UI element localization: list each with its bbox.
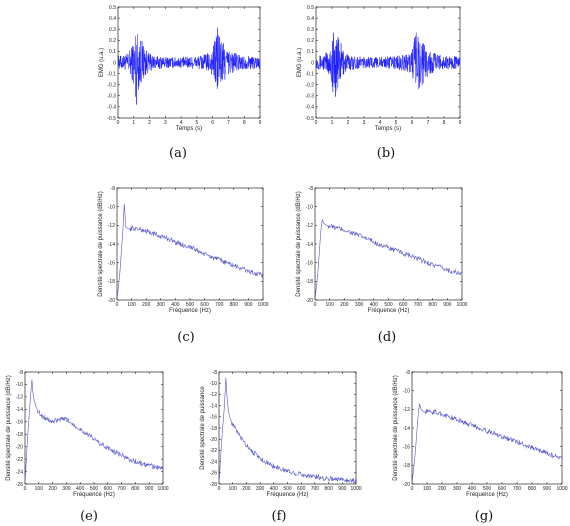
psd-point	[260, 458, 261, 459]
y-tick-label: -10	[209, 381, 217, 387]
y-tick-label: -14	[107, 241, 115, 248]
x-tick-label: 500	[482, 486, 492, 492]
psd-point	[366, 238, 367, 239]
y-tick-label: -16	[15, 419, 23, 426]
psd-point	[315, 476, 316, 477]
psd-point	[532, 447, 533, 448]
y-tick-label: -12	[107, 223, 115, 230]
psd-point	[418, 259, 419, 260]
y-tick-label: 0.4	[109, 15, 116, 22]
psd-point	[139, 229, 140, 230]
x-tick-label: 200	[437, 486, 447, 492]
y-tick-label: -12	[305, 223, 313, 230]
x-tick-label: 7	[426, 120, 430, 126]
x-axis-label: Fréquence (Hz)	[466, 492, 508, 498]
psd-point	[108, 448, 109, 449]
psd-point	[421, 409, 422, 410]
psd-point	[322, 219, 323, 220]
x-tick-label: 200	[242, 486, 251, 492]
x-axis-label: Temps (s)	[374, 126, 402, 132]
y-tick-label: -16	[402, 444, 410, 451]
psd-point	[221, 439, 222, 440]
psd-point	[234, 265, 235, 266]
psd-point	[248, 271, 249, 272]
psd-point	[161, 236, 162, 237]
psd-point	[230, 418, 231, 419]
psd-point	[318, 272, 319, 273]
y-tick-label: -12	[209, 392, 217, 399]
y-tick-label: -0.4	[305, 104, 314, 111]
psd-point	[239, 436, 240, 437]
x-tick-label: 200	[142, 302, 151, 308]
y-tick-label: -14	[209, 403, 217, 410]
psd-point	[25, 484, 26, 485]
psd-point	[190, 247, 191, 248]
psd-point	[479, 428, 480, 429]
y-tick-label: 0	[311, 60, 314, 67]
psd-point	[447, 270, 448, 271]
x-tick-label: 2	[346, 120, 350, 126]
x-axis-label: Fréquence (Hz)	[367, 308, 410, 314]
psd-point	[381, 245, 382, 246]
y-tick-label: -18	[402, 463, 410, 470]
x-axis-label: Temps (s)	[175, 126, 203, 132]
y-tick-label: -28	[209, 481, 217, 488]
x-tick-label: 400	[369, 302, 378, 308]
plot-frame	[117, 188, 263, 300]
psd-point	[30, 397, 31, 398]
y-tick-label: -20	[107, 297, 115, 304]
y-tick-label: -18	[15, 432, 23, 439]
psd-point	[415, 456, 416, 457]
x-tick-label: 800	[428, 302, 437, 308]
plot-frame	[219, 372, 356, 484]
psd-point	[224, 405, 225, 406]
psd-point	[359, 235, 360, 236]
y-tick-label: -8	[18, 369, 23, 376]
y-tick-label: -22	[15, 456, 23, 463]
x-axis-label: Fréquence (Hz)	[169, 308, 211, 314]
psd-point	[349, 480, 350, 481]
x-tick-label: 300	[452, 486, 462, 492]
psd-point	[547, 453, 548, 454]
psd-point	[280, 469, 281, 470]
x-tick-label: 700	[117, 486, 126, 492]
y-tick-label: -12	[15, 394, 23, 401]
psd-point	[253, 452, 254, 453]
x-tick-label: 100	[127, 302, 136, 308]
y-tick-label: -0.3	[305, 93, 314, 100]
psd-point	[227, 400, 228, 401]
x-tick-label: 0	[217, 486, 221, 492]
y-tick-label: -10	[402, 388, 410, 395]
psd-point	[294, 473, 295, 474]
x-tick-label: 300	[255, 486, 265, 492]
caption-g: (g)	[474, 509, 494, 524]
psd-point	[33, 397, 34, 398]
y-tick-label: -0.5	[107, 115, 116, 122]
y-tick-label: -0.2	[305, 82, 314, 89]
y-axis-label: Densité spectrale de puissance (dB/Hz)	[393, 375, 399, 481]
psd-point	[80, 429, 81, 430]
psd-point	[219, 260, 220, 261]
psd-point	[425, 261, 426, 262]
x-tick-label: 1	[330, 120, 334, 126]
psd-point	[128, 459, 129, 460]
psd-point	[120, 272, 121, 273]
x-tick-label: 700	[310, 486, 320, 492]
y-tick-label: 0.1	[109, 49, 116, 56]
psd-point	[121, 455, 122, 456]
y-tick-label: 0.2	[109, 38, 116, 45]
x-tick-label: 900	[244, 302, 253, 308]
psd-point	[412, 484, 413, 485]
psd-point	[487, 431, 488, 432]
y-tick-label: -20	[209, 437, 217, 443]
x-tick-label: 900	[338, 486, 347, 492]
x-tick-label: 100	[325, 302, 334, 308]
x-tick-label: 6	[410, 120, 414, 126]
y-tick-label: 0.3	[109, 27, 116, 33]
x-tick-label: 1000	[157, 486, 169, 492]
caption-e: (e)	[80, 509, 98, 524]
x-tick-label: 600	[200, 302, 209, 308]
psd-point	[114, 451, 115, 452]
caption-a: (a)	[169, 146, 187, 161]
x-tick-label: 300	[354, 302, 364, 308]
caption-f: (f)	[271, 509, 287, 524]
x-tick-label: 0	[314, 120, 318, 126]
y-axis-label: Densité spectrale de puissance (dB/Hz)	[98, 191, 104, 297]
psd-point	[156, 467, 157, 468]
psd-point	[87, 434, 88, 435]
y-tick-label: -16	[209, 414, 217, 421]
x-tick-label: 100	[34, 486, 43, 492]
psd-point	[287, 471, 288, 472]
x-tick-label: 600	[399, 302, 408, 308]
y-tick-label: 0.1	[307, 49, 314, 56]
panel-b	[297, 5, 462, 161]
x-tick-label: 100	[422, 486, 432, 492]
x-tick-label: 7	[227, 120, 230, 126]
y-tick-label: -8	[110, 185, 115, 192]
psd-point	[344, 230, 345, 231]
psd-point	[472, 425, 473, 426]
psd-point	[457, 419, 458, 420]
psd-point	[101, 444, 102, 445]
psd-point	[494, 433, 495, 434]
y-tick-label: -10	[107, 204, 115, 211]
plot-frame	[412, 372, 562, 484]
psd-point	[321, 230, 322, 231]
psd-point	[274, 466, 275, 467]
psd-point	[321, 478, 322, 479]
x-tick-label: 600	[103, 486, 112, 492]
psd-point	[554, 456, 555, 457]
x-tick-label: 200	[48, 486, 57, 492]
y-axis-label: Densité spectrale de puissance (dB/Hz)	[296, 191, 302, 297]
psd-point	[73, 424, 74, 425]
psd-point	[328, 478, 329, 479]
panel-d	[296, 186, 468, 345]
x-tick-label: 900	[443, 302, 452, 308]
y-tick-label: -0.2	[107, 82, 116, 89]
psd-point	[125, 227, 126, 228]
y-tick-label: -18	[209, 425, 217, 432]
psd-point	[131, 228, 132, 229]
psd-point	[562, 459, 563, 460]
plot-frame	[25, 372, 163, 484]
psd-point	[153, 233, 154, 234]
x-axis-label: Fréquence (Hz)	[266, 492, 309, 498]
y-tick-label: 0.3	[307, 27, 314, 33]
psd-point	[246, 445, 247, 446]
x-tick-label: 9	[258, 120, 262, 126]
plot-frame	[315, 188, 462, 300]
x-tick-label: 9	[458, 120, 462, 126]
x-tick-label: 5	[195, 120, 199, 126]
psd-point	[517, 442, 518, 443]
psd-point	[342, 479, 343, 480]
psd-point	[128, 229, 129, 230]
psd-point	[123, 231, 124, 232]
x-tick-label: 8	[242, 120, 246, 126]
y-tick-label: -14	[402, 425, 410, 432]
psd-point	[324, 223, 325, 224]
x-tick-label: 4	[179, 120, 183, 126]
y-axis-label: Densité spectrale de puissance	[200, 386, 206, 470]
panel-g	[393, 370, 568, 524]
psd-point	[267, 462, 268, 463]
x-tick-label: 500	[185, 302, 195, 308]
y-tick-label: -14	[305, 241, 313, 248]
psd-point	[212, 257, 213, 258]
y-tick-label: -0.5	[305, 115, 314, 122]
x-tick-label: 3	[362, 120, 366, 126]
psd-point	[32, 379, 33, 380]
panel-c	[98, 186, 269, 345]
psd-point	[396, 250, 397, 251]
psd-point	[427, 411, 428, 412]
psd-point	[175, 242, 176, 243]
y-tick-label: -20	[305, 297, 313, 304]
x-tick-label: 300	[62, 486, 71, 492]
psd-point	[329, 226, 330, 227]
psd-point	[168, 238, 169, 239]
y-tick-label: -0.3	[107, 93, 116, 100]
x-tick-label: 700	[512, 486, 522, 492]
x-tick-label: 200	[340, 302, 349, 308]
y-tick-label: -0.1	[107, 71, 116, 78]
x-tick-label: 800	[324, 486, 333, 492]
psd-point	[419, 403, 420, 404]
psd-point	[432, 264, 433, 265]
psd-point	[335, 479, 336, 480]
psd-point	[226, 377, 227, 378]
x-tick-label: 600	[497, 486, 507, 492]
x-tick-label: 5	[394, 120, 398, 126]
psd-point	[410, 256, 411, 257]
psd-point	[219, 484, 220, 485]
y-tick-label: -24	[209, 459, 217, 466]
psd-point	[52, 421, 53, 422]
caption-c: (c)	[177, 330, 195, 345]
psd-point	[263, 275, 264, 276]
psd-point	[315, 300, 316, 301]
psd-point	[301, 474, 302, 475]
x-tick-label: 1	[132, 120, 136, 126]
x-tick-label: 3	[163, 120, 167, 126]
psd-point	[403, 253, 404, 254]
psd-point	[351, 233, 352, 234]
x-tick-label: 600	[297, 486, 306, 492]
psd-point	[434, 412, 435, 413]
psd-point	[94, 439, 95, 440]
panel-f	[200, 370, 362, 524]
psd-point	[36, 407, 37, 408]
y-tick-label: 0.5	[307, 4, 314, 11]
psd-point	[524, 445, 525, 446]
psd-point	[228, 412, 229, 413]
psd-point	[462, 274, 463, 275]
y-tick-label: -20	[402, 481, 410, 488]
psd-point	[337, 228, 338, 229]
psd-point	[388, 247, 389, 248]
x-tick-label: 500	[89, 486, 99, 492]
psd-point	[135, 461, 136, 462]
panel-e	[6, 370, 169, 524]
psd-point	[255, 274, 256, 275]
y-tick-label: -12	[402, 407, 410, 414]
y-axis-label: EMG (u.a.)	[297, 47, 303, 78]
caption-b: (b)	[376, 146, 396, 161]
psd-point	[464, 422, 465, 423]
y-tick-label: -8	[405, 369, 410, 376]
psd-point	[124, 204, 125, 205]
x-tick-label: 0	[115, 302, 119, 308]
y-tick-label: -16	[107, 260, 115, 267]
psd-point	[149, 465, 150, 466]
psd-point	[502, 436, 503, 437]
y-tick-label: -26	[15, 481, 23, 488]
y-tick-label: 0	[113, 60, 116, 67]
psd-point	[182, 245, 183, 246]
y-tick-label: -20	[15, 444, 23, 451]
psd-point	[356, 480, 357, 481]
y-tick-label: -8	[212, 369, 217, 376]
x-tick-label: 400	[467, 486, 477, 492]
psd-point	[146, 231, 147, 232]
caption-d: (d)	[377, 330, 397, 345]
x-axis-label: Fréquence (Hz)	[73, 492, 115, 498]
x-tick-label: 1000	[257, 302, 269, 308]
x-tick-label: 0	[23, 486, 27, 492]
psd-point	[204, 254, 205, 255]
x-tick-label: 8	[442, 120, 446, 126]
psd-point	[232, 424, 233, 425]
x-tick-label: 0	[313, 302, 317, 308]
y-tick-label: 0.5	[109, 4, 116, 11]
x-tick-label: 1000	[350, 486, 362, 492]
psd-point	[454, 272, 455, 273]
x-tick-label: 1000	[556, 486, 568, 492]
x-tick-label: 4	[378, 120, 382, 126]
y-tick-label: -0.4	[107, 104, 116, 111]
x-tick-label: 0	[116, 120, 120, 126]
y-tick-label: -16	[305, 260, 313, 267]
psd-point	[308, 475, 309, 476]
psd-point	[440, 267, 441, 268]
y-axis-label: EMG (u.a.)	[99, 47, 105, 78]
y-tick-label: -14	[15, 407, 23, 414]
y-tick-label: -0.1	[305, 71, 314, 78]
x-tick-label: 300	[156, 302, 165, 308]
psd-point	[59, 420, 60, 421]
psd-point	[418, 417, 419, 418]
psd-point	[424, 412, 425, 413]
psd-point	[442, 414, 443, 415]
x-tick-label: 500	[384, 302, 393, 308]
psd-point	[539, 450, 540, 451]
psd-point	[241, 268, 242, 269]
psd-point	[449, 417, 450, 418]
psd-point	[163, 468, 164, 469]
x-tick-label: 800	[229, 302, 238, 308]
x-tick-label: 6	[211, 120, 215, 126]
y-tick-label: -8	[308, 185, 313, 192]
y-tick-label: 0.2	[307, 38, 314, 45]
x-tick-label: 900	[542, 486, 552, 492]
psd-point	[509, 439, 510, 440]
x-tick-label: 2	[148, 120, 151, 126]
y-tick-label: -10	[305, 204, 313, 211]
y-tick-label: -10	[15, 382, 23, 389]
panel-a	[99, 5, 262, 161]
x-tick-label: 700	[413, 302, 423, 308]
y-tick-label: -22	[209, 448, 217, 455]
psd-point	[326, 225, 327, 226]
y-tick-label: -26	[209, 470, 217, 477]
x-tick-label: 800	[131, 486, 140, 492]
x-tick-label: 900	[145, 486, 154, 492]
x-tick-label: 100	[228, 486, 237, 492]
y-axis-label: Densité spectrale de puissance (dB/Hz)	[6, 375, 12, 481]
y-tick-label: -18	[107, 279, 115, 286]
x-tick-label: 400	[76, 486, 85, 492]
y-tick-label: 0.4	[307, 15, 314, 22]
psd-point	[45, 418, 46, 419]
psd-point	[66, 419, 67, 420]
x-tick-label: 0	[410, 486, 414, 492]
y-tick-label: -24	[15, 469, 23, 476]
x-tick-label: 1000	[456, 302, 468, 308]
x-tick-label: 400	[171, 302, 180, 308]
psd-point	[142, 464, 143, 465]
psd-point	[117, 300, 118, 301]
psd-point	[197, 250, 198, 251]
x-tick-label: 800	[527, 486, 537, 492]
psd-point	[226, 262, 227, 263]
psd-point	[374, 242, 375, 243]
psd-point	[27, 434, 28, 435]
psd-point	[39, 412, 40, 413]
x-tick-label: 700	[215, 302, 224, 308]
y-tick-label: -18	[305, 279, 313, 286]
x-tick-label: 500	[283, 486, 292, 492]
x-tick-label: 400	[269, 486, 278, 492]
